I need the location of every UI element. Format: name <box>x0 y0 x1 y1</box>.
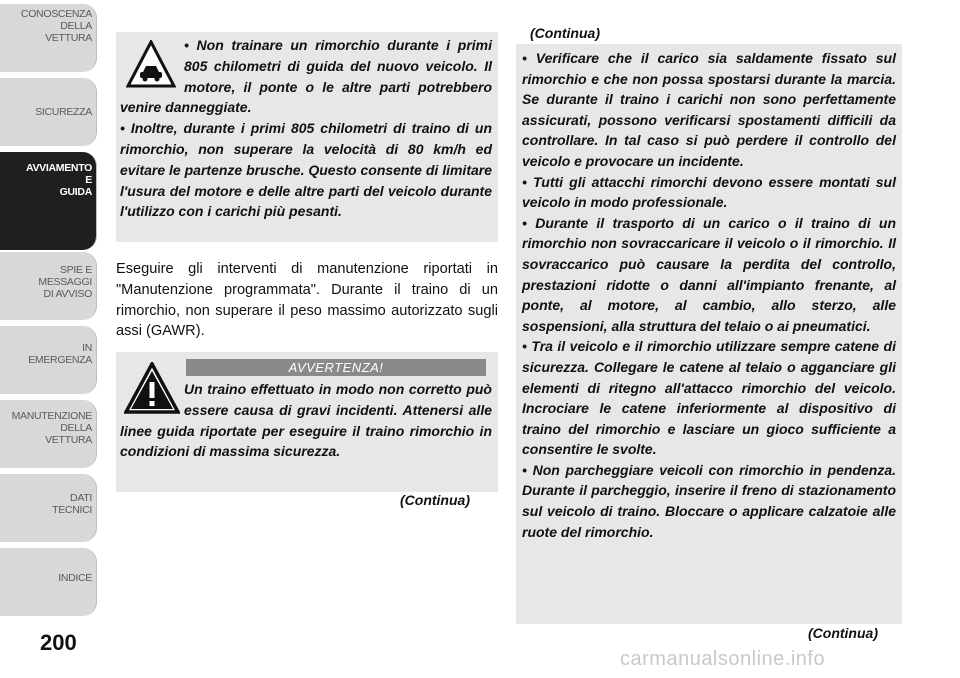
safety-text <box>522 48 896 542</box>
safety-bullet: • Tra il veicolo e il rimorchio utilizzare sempre catene di sicurezza. Collegare le catene al telaio o agganciare gli elementi di ritegno all'attacco rimorchio del veicolo. Incrociare le catene inferiormente al dispositivo di traino del rimorchio e lasciare un gioco sufficiente a consentire le svolte. <box>522 338 896 458</box>
chapter-tabs <box>0 0 97 640</box>
tab-avviamento-e-guida[interactable] <box>0 152 97 250</box>
tab-spie-e-messaggi[interactable] <box>0 252 97 320</box>
tab-label: DATI TECNICI <box>52 492 92 516</box>
warning-box <box>116 352 498 492</box>
tab-label: IN EMERGENZA <box>28 342 92 366</box>
tab-in-emergenza[interactable] <box>0 326 97 394</box>
tab-label: CONOSCENZA DELLA VETTURA <box>20 8 92 44</box>
page-number: 200 <box>40 630 77 655</box>
continued-top-label: (Continua) <box>530 25 600 41</box>
tab-indice[interactable] <box>0 548 97 616</box>
safety-bullet: • Tutti gli attacchi rimorchi devono essere montati sul veicolo in modo professionale. <box>522 173 896 211</box>
tab-label: MANUTENZIONE DELLA VETTURA <box>11 410 92 446</box>
maintenance-paragraph: Eseguire gli interventi di manutenzione riportati in "Manutenzione programmata". Durante il traino di un rimorchio, non superare il peso massimo autorizzato sugli assi (GAWR). <box>116 261 498 340</box>
safety-bullet: • Durante il trasporto di un carico o il traino di un rimorchio non sovraccaricare il veicolo o il rimorchio. Il sovraccarico può causare la perdita del controllo, prestazioni ridotte o danni all'impianto frenante, al ponte, al motore, al cambio, allo sterzo, alle sospensioni, alla struttura del telaio o ai pneumatici. <box>522 214 896 334</box>
tab-dati-tecnici[interactable] <box>0 474 97 542</box>
towing-safety-box <box>516 44 902 624</box>
tab-label: SICUREZZA <box>35 106 92 118</box>
watermark: carmanualsonline.info <box>620 648 826 670</box>
note-bullet: • Inoltre, durante i primi 805 chilometri di traino di un rimorchio, non superare la velocità di 80 km/h ed evitare le partenze brusche. Questo consente di limitare l'usura del motore e delle altre parti del veicolo durante l'utilizzo con i carichi più pesanti. <box>120 120 492 220</box>
continued-bottom-label: (Continua) <box>808 625 878 641</box>
safety-bullet: • Verificare che il carico sia saldamente fissato sul rimorchio e che non possa spostarsi durante la marcia. Se durante il traino i carichi non sono perfettamente assicurati, possono verificarsi spostamenti difficili da controllare. In tal caso si può perdere il controllo del veicolo e provocare un incidente. <box>522 50 896 169</box>
warning-text-wrap <box>120 379 492 462</box>
note-text <box>120 35 492 222</box>
tab-manutenzione-della-vettura[interactable] <box>0 400 97 468</box>
warning-header: AVVERTENZA! <box>186 359 486 376</box>
tab-conoscenza-della-vettura[interactable] <box>0 4 97 72</box>
safety-bullet: • Non parcheggiare veicoli con rimorchio in pendenza. Durante il parcheggio, inserire il freno di stazionamento sul veicolo di traino. Bloccare o applicare calzatoie alle ruote del rimorchio. <box>522 461 896 540</box>
tab-sicurezza[interactable] <box>0 78 97 146</box>
towing-note-box <box>116 32 498 242</box>
note-bullet: • Non trainare un rimorchio durante i primi 805 chilometri di guida del nuovo veicolo. Il motore, il ponte o le altre parti potrebbero venire danneggiate. <box>120 37 492 116</box>
continued-label: (Continua) <box>400 492 470 508</box>
warning-text: Un traino effettuato in modo non corretto può essere causa di gravi incidenti. Attenersi alle linee guida riportate per eseguire il traino rimorchio in condizioni di massima sicurezza. <box>120 381 492 460</box>
tab-label: SPIE E MESSAGGI DI AVVISO <box>38 264 92 300</box>
tab-label: AVVIAMENTO E GUIDA <box>25 162 92 198</box>
tab-label: INDICE <box>58 572 92 584</box>
